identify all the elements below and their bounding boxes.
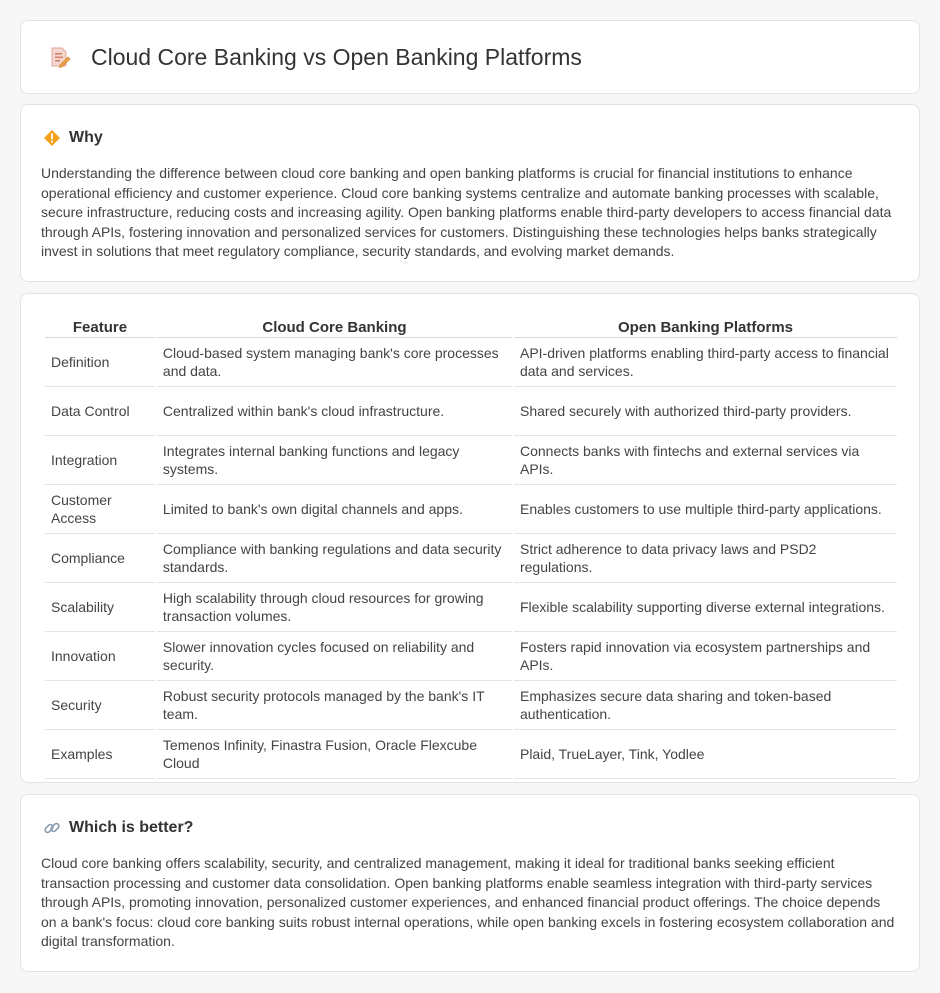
table-row xyxy=(45,485,897,534)
page-title: Cloud Core Banking vs Open Banking Platforms xyxy=(91,43,582,70)
feature-cell: Scalability xyxy=(45,583,155,632)
cloud-core-cell: Integrates internal banking functions and legacy systems. xyxy=(157,436,512,485)
open-banking-cell: Strict adherence to data privacy laws and PSD2 regulations. xyxy=(514,534,897,583)
table-row xyxy=(45,730,897,779)
feature-cell: Data Control xyxy=(45,387,155,436)
cloud-core-cell: Cloud-based system managing bank's core processes and data. xyxy=(157,338,512,387)
table-row xyxy=(45,534,897,583)
open-banking-cell: Enables customers to use multiple third-party applications. xyxy=(514,485,897,534)
open-banking-cell: Fosters rapid innovation via ecosystem partnerships and APIs. xyxy=(514,632,897,681)
open-banking-cell: Plaid, TrueLayer, Tink, Yodlee xyxy=(514,730,897,779)
header-cloud-core: Cloud Core Banking xyxy=(157,316,512,338)
table-row xyxy=(45,387,897,436)
table-row xyxy=(45,681,897,730)
which-is-better-section xyxy=(20,794,920,972)
feature-cell: Definition xyxy=(45,338,155,387)
feature-cell: Examples xyxy=(45,730,155,779)
document-pencil-icon xyxy=(47,45,71,69)
table-header-row xyxy=(45,316,897,338)
cloud-core-cell: Slower innovation cycles focused on reliability and security. xyxy=(157,632,512,681)
table-row xyxy=(45,632,897,681)
link-icon xyxy=(43,819,61,837)
cloud-core-cell: Centralized within bank's cloud infrastructure. xyxy=(157,387,512,436)
open-banking-cell: Shared securely with authorized third-party providers. xyxy=(514,387,897,436)
open-banking-cell: Flexible scalability supporting diverse external integrations. xyxy=(514,583,897,632)
open-banking-cell: Connects banks with fintechs and external services via APIs. xyxy=(514,436,897,485)
title-card xyxy=(20,20,920,94)
header-feature: Feature xyxy=(45,316,155,338)
why-section xyxy=(20,104,920,282)
header-open-banking: Open Banking Platforms xyxy=(514,316,897,338)
table-row xyxy=(45,583,897,632)
feature-cell: Customer Access xyxy=(45,485,155,534)
better-title: Which is better? xyxy=(69,819,194,836)
table-row xyxy=(45,436,897,485)
comparison-table xyxy=(43,316,899,779)
why-title: Why xyxy=(69,129,103,146)
cloud-core-cell: Compliance with banking regulations and data security standards. xyxy=(157,534,512,583)
why-text: Understanding the difference between cloud core banking and open banking platforms is crucial for financial institutions to enhance operational efficiency and customer experience. Cloud core banking systems centralize and automate banking processes with scalable, secure infrastructure, reducing costs and increasing agility. Open banking platforms enable third-party developers to access financial data through APIs, fostering innovation and personalized services for customers. Distinguishing these technologies helps banks strategically invest in solutions that meet regulatory compliance, security standards, and evolving market demands. xyxy=(41,165,892,260)
comparison-table-card xyxy=(20,293,920,783)
table-row xyxy=(45,338,897,387)
diamond-warning-icon xyxy=(43,129,61,147)
cloud-core-cell: High scalability through cloud resources for growing transaction volumes. xyxy=(157,583,512,632)
feature-cell: Innovation xyxy=(45,632,155,681)
feature-cell: Integration xyxy=(45,436,155,485)
open-banking-cell: Emphasizes secure data sharing and token-based authentication. xyxy=(514,681,897,730)
feature-cell: Security xyxy=(45,681,155,730)
cloud-core-cell: Robust security protocols managed by the bank's IT team. xyxy=(157,681,512,730)
feature-cell: Compliance xyxy=(45,534,155,583)
open-banking-cell: API-driven platforms enabling third-party access to financial data and services. xyxy=(514,338,897,387)
better-text: Cloud core banking offers scalability, security, and centralized management, making it ideal for traditional banks seeking efficient transaction processing and customer data consolidation. Open banking platforms enable seamless integration with third-party services through APIs, promoting innovation, personalized customer experiences, and enhanced financial product offerings. The choice depends on a bank's focus: cloud core banking suits robust internal operations, while open banking excels in fostering ecosystem collaboration and digital transformation. xyxy=(41,855,895,950)
cloud-core-cell: Limited to bank's own digital channels and apps. xyxy=(157,485,512,534)
cloud-core-cell: Temenos Infinity, Finastra Fusion, Oracle Flexcube Cloud xyxy=(157,730,512,779)
